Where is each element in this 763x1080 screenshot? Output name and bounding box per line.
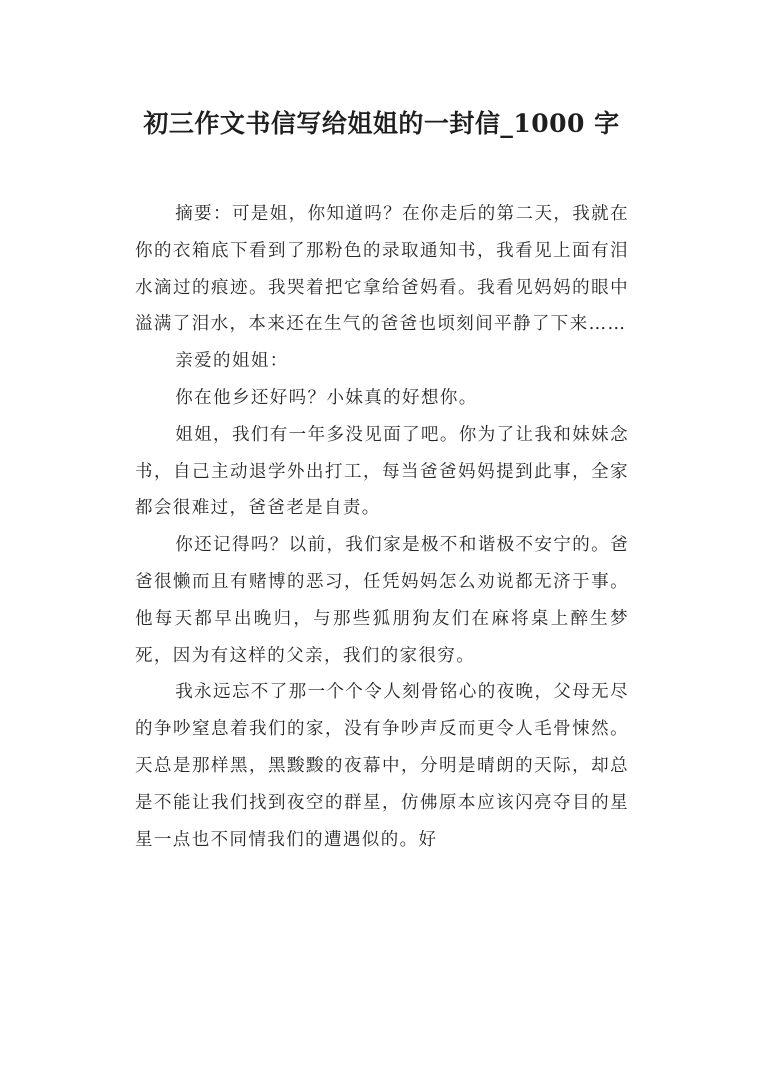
- document-title: 初三作文书信写给姐姐的一封信_1000 字: [143, 109, 620, 138]
- body-paragraph: 姐姐，我们有一年多没见面了吧。你为了让我和妹妹念书，自己主动退学外出打工，每当爸爸妈妈提到此事，全家都会很难过，爸爸老是自责。: [135, 424, 629, 519]
- body-paragraph: 我永远忘不了那一个个令人刻骨铭心的夜晚，父母无尽的争吵窒息着我们的家，没有争吵声反而更令人毛骨悚然。天总是那样黑，黑黢黢的夜幕中，分明是晴朗的天际，却总是不能让我们找到夜空的群星，仿佛原本应该闪亮夺目的星星一点也不同情我们的遭遇似的。好: [135, 682, 629, 850]
- body-paragraph: 你在他乡还好吗？小妹真的好想你。: [175, 387, 478, 408]
- body-paragraph: 你还记得吗？以前，我们家是极不和谐极不安宁的。爸爸很懒而且有赌博的恶习，任凭妈妈怎么劝说都无济于事。他每天都早出晚归，与那些狐朋狗友们在麻将桌上醉生梦死，因为有这样的父亲，我们的家很穷。: [135, 535, 629, 666]
- abstract-paragraph: 摘要：可是姐，你知道吗？在你走后的第二天，我就在你的衣箱底下看到了那粉色的录取通知书，我看见上面有泪水滴过的痕迹。我哭着把它拿给爸妈看。我看见妈妈的眼中溢满了泪水，本来还在生气的爸爸也顷刻间平静了下来……: [135, 204, 629, 335]
- salutation: 亲爱的姐姐：: [175, 351, 289, 372]
- document-body: [135, 196, 629, 858]
